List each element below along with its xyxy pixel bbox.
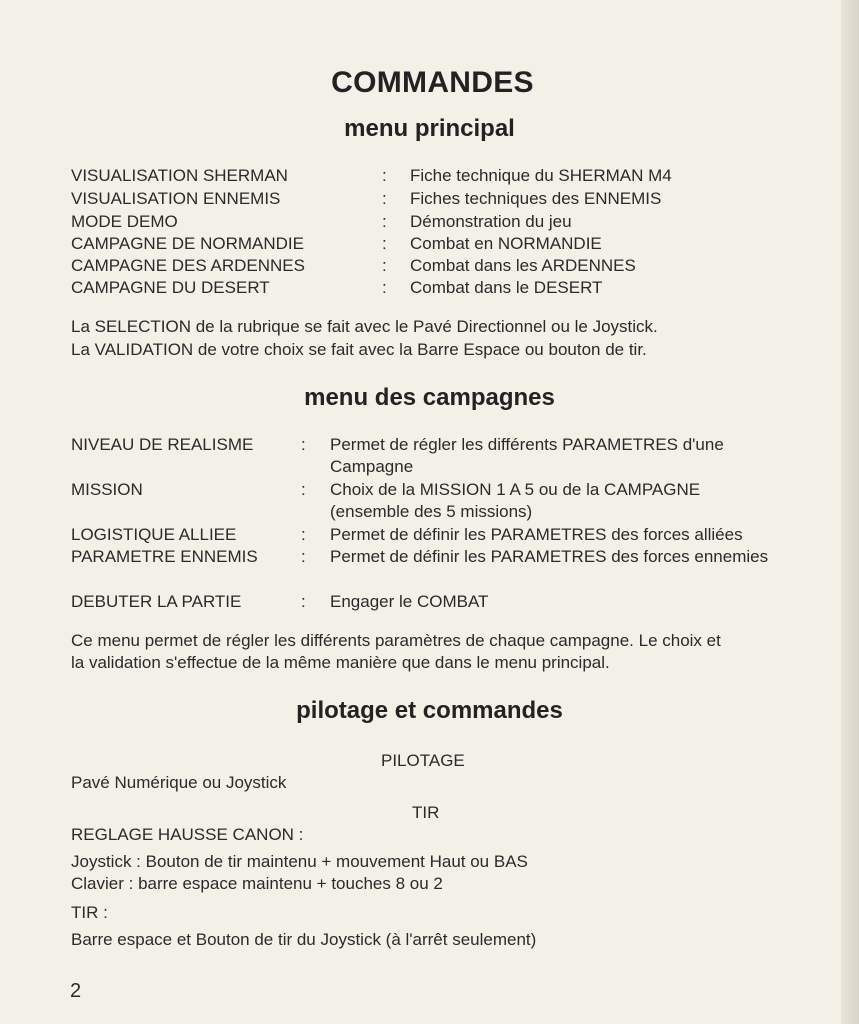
row-label: LOGISTIQUE ALLIEE: [71, 525, 237, 544]
tir-title: TIR :: [71, 903, 108, 922]
row-label: VISUALISATION SHERMAN: [71, 166, 288, 185]
main-menu-note: La SELECTION de la rubrique se fait avec le Pavé Directionnel ou le Joystick.: [71, 317, 658, 336]
row-value: Choix de la MISSION 1 A 5 ou de la CAMPAGNE (ensemble des 5 missions): [330, 480, 701, 521]
row-separator: :: [382, 189, 387, 208]
page-edge: [841, 0, 859, 1024]
row-separator: :: [301, 592, 306, 611]
pilotage-device: Pavé Numérique ou Joystick: [71, 773, 287, 792]
tir-label: TIR: [412, 803, 440, 822]
row-value: Permet de définir les PARAMETRES des forces alliées: [330, 525, 743, 544]
hausse-clavier: Clavier : barre espace maintenu + touches 8 ou 2: [71, 874, 443, 893]
page-number: 2: [70, 980, 82, 1002]
row-label: VISUALISATION ENNEMIS: [71, 189, 281, 208]
hausse-title: REGLAGE HAUSSE CANON :: [71, 825, 304, 844]
row-label: CAMPAGNE DES ARDENNES: [71, 256, 305, 275]
row-separator: :: [382, 234, 387, 253]
row-value: Fiches techniques des ENNEMIS: [410, 189, 662, 208]
row-label: MODE DEMO: [71, 212, 178, 231]
row-separator: :: [301, 525, 306, 544]
row-separator: :: [301, 480, 306, 499]
row-separator: :: [382, 256, 387, 275]
campaign-menu-heading: menu des campagnes: [304, 384, 555, 411]
tir-description: Barre espace et Bouton de tir du Joystick (à l'arrêt seulement): [71, 930, 537, 949]
row-value: Permet de régler les différents PARAMETRES d'une Campagne: [330, 435, 724, 476]
row-value: Combat en NORMANDIE: [410, 234, 602, 253]
piloting-heading: pilotage et commandes: [296, 697, 563, 724]
row-label: PARAMETRE ENNEMIS: [71, 547, 258, 566]
row-separator: :: [301, 435, 306, 454]
row-label: DEBUTER LA PARTIE: [71, 592, 242, 611]
campaign-menu-note: Ce menu permet de régler les différents paramètres de chaque campagne. Le choix et: [71, 631, 721, 650]
row-value: Combat dans les ARDENNES: [410, 256, 636, 275]
row-separator: :: [382, 212, 387, 231]
row-value: Démonstration du jeu: [410, 212, 572, 231]
campaign-menu-note: la validation s'effectue de la même manière que dans le menu principal.: [71, 653, 610, 672]
row-separator: :: [382, 278, 387, 297]
row-label: CAMPAGNE DU DESERT: [71, 278, 270, 297]
hausse-joystick: Joystick : Bouton de tir maintenu + mouvement Haut ou BAS: [71, 852, 528, 871]
main-menu-note: La VALIDATION de votre choix se fait avec la Barre Espace ou bouton de tir.: [71, 340, 647, 359]
page-title: COMMANDES: [331, 66, 534, 99]
row-label: CAMPAGNE DE NORMANDIE: [71, 234, 304, 253]
row-value: Engager le COMBAT: [330, 592, 489, 611]
row-value: Permet de définir les PARAMETRES des forces ennemies: [330, 547, 769, 566]
row-value: Combat dans le DESERT: [410, 278, 603, 297]
row-label: NIVEAU DE REALISME: [71, 435, 254, 454]
main-menu-heading: menu principal: [344, 115, 515, 142]
row-value: Fiche technique du SHERMAN M4: [410, 166, 672, 185]
row-label: MISSION: [71, 480, 143, 499]
pilotage-label: PILOTAGE: [381, 751, 465, 770]
row-separator: :: [301, 547, 306, 566]
row-separator: :: [382, 166, 387, 185]
